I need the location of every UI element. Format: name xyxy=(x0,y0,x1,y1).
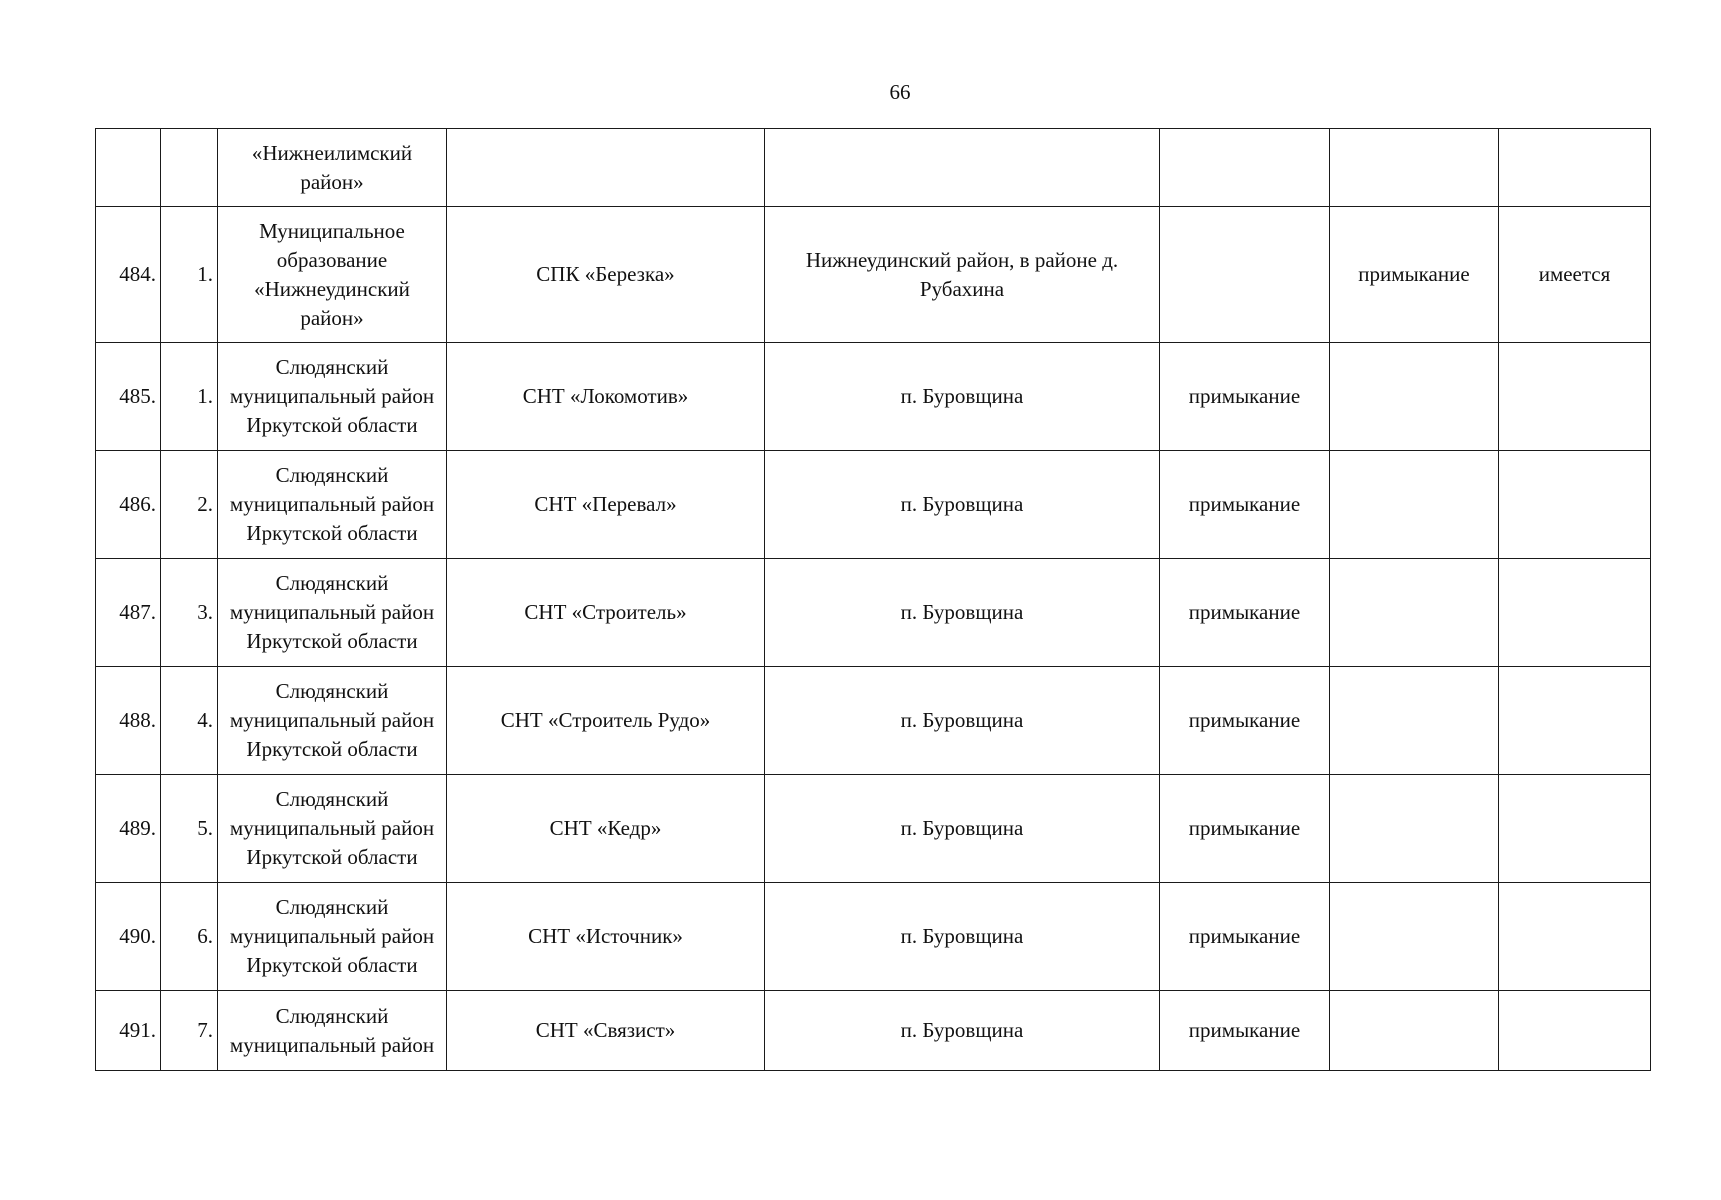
row-number-cell: 491. xyxy=(96,991,161,1071)
location-cell-line: п. Буровщина xyxy=(900,816,1024,840)
row-number-cell: 488. xyxy=(96,667,161,775)
location-cell-line: п. Буровщина xyxy=(900,492,1024,516)
district-cell-line: Иркутской области xyxy=(246,845,418,869)
junction-cell xyxy=(1330,991,1499,1071)
location-cell xyxy=(765,991,1160,1071)
district-cell-line: Слюдянский xyxy=(275,679,389,703)
district-cell-line: Слюдянский xyxy=(275,1003,389,1028)
organization-name-cell: СПК «Березка» xyxy=(447,207,765,343)
district-cell xyxy=(218,129,447,207)
district-cell xyxy=(218,991,447,1071)
district-cell-line: муниципальный район xyxy=(229,492,435,516)
sub-number-cell: 4. xyxy=(161,667,218,775)
registry-table xyxy=(95,128,1651,1071)
district-cell-line: район» xyxy=(300,169,364,194)
district-cell xyxy=(218,451,447,559)
district-cell-line: Слюдянский xyxy=(275,895,389,919)
junction-cell xyxy=(1330,343,1499,451)
location-cell-line: п. Буровщина xyxy=(900,600,1024,624)
table-row xyxy=(96,451,1651,559)
table-body xyxy=(96,129,1651,1071)
location-cell xyxy=(765,451,1160,559)
organization-name-cell: СНТ «Источник» xyxy=(447,883,765,991)
district-cell xyxy=(218,883,447,991)
table-row xyxy=(96,207,1651,343)
sub-number-cell: 1. xyxy=(161,207,218,343)
district-cell-line: Иркутской области xyxy=(246,629,418,653)
sub-number-cell: 2. xyxy=(161,451,218,559)
connection-type-cell: примыкание xyxy=(1160,559,1330,667)
district-cell-line: Иркутской области xyxy=(246,737,418,761)
location-cell-line: Рубахина xyxy=(919,276,1005,301)
junction-cell xyxy=(1330,775,1499,883)
location-cell-line: п. Буровщина xyxy=(900,384,1024,408)
junction-cell xyxy=(1330,129,1499,207)
junction-cell xyxy=(1330,451,1499,559)
organization-name-cell: СНТ «Строитель Рудо» xyxy=(447,667,765,775)
location-cell-line: п. Буровщина xyxy=(900,924,1024,948)
sub-number-cell: 1. xyxy=(161,343,218,451)
organization-name-cell xyxy=(447,129,765,207)
table-row xyxy=(96,343,1651,451)
junction-cell xyxy=(1330,883,1499,991)
connection-type-cell: примыкание xyxy=(1160,451,1330,559)
availability-cell xyxy=(1499,451,1651,559)
connection-type-cell: примыкание xyxy=(1160,775,1330,883)
row-number-cell: 484. xyxy=(96,207,161,343)
location-cell xyxy=(765,667,1160,775)
availability-cell xyxy=(1499,129,1651,207)
district-cell-line: Иркутской области xyxy=(246,521,418,545)
district-cell-line: Слюдянский xyxy=(275,787,389,811)
district-cell xyxy=(218,775,447,883)
location-cell xyxy=(765,883,1160,991)
district-cell-line: муниципальный район xyxy=(229,708,435,732)
row-number-cell xyxy=(96,129,161,207)
district-cell-line: муниципальный район xyxy=(229,1032,435,1057)
organization-name-cell: СНТ «Перевал» xyxy=(447,451,765,559)
district-cell-line: образование xyxy=(276,247,388,272)
table-row xyxy=(96,667,1651,775)
district-cell-line: «Нижнеилимский xyxy=(251,140,413,165)
table-row xyxy=(96,129,1651,207)
organization-name-cell: СНТ «Кедр» xyxy=(447,775,765,883)
availability-cell xyxy=(1499,667,1651,775)
sub-number-cell xyxy=(161,129,218,207)
table-row xyxy=(96,775,1651,883)
availability-cell xyxy=(1499,991,1651,1071)
sub-number-cell: 3. xyxy=(161,559,218,667)
connection-type-cell: примыкание xyxy=(1160,991,1330,1071)
row-number-cell: 489. xyxy=(96,775,161,883)
availability-cell xyxy=(1499,883,1651,991)
district-cell-line: муниципальный район xyxy=(229,600,435,624)
district-cell xyxy=(218,559,447,667)
district-cell-line: муниципальный район xyxy=(229,384,435,408)
availability-cell xyxy=(1499,559,1651,667)
table-row xyxy=(96,883,1651,991)
junction-cell xyxy=(1330,667,1499,775)
district-cell-line: муниципальный район xyxy=(229,924,435,948)
location-cell-line: п. Буровщина xyxy=(900,1018,1024,1042)
district-cell-line: Иркутской области xyxy=(246,413,418,437)
sub-number-cell: 5. xyxy=(161,775,218,883)
district-cell-line: район» xyxy=(300,305,364,330)
organization-name-cell: СНТ «Локомотив» xyxy=(447,343,765,451)
location-cell xyxy=(765,343,1160,451)
location-cell xyxy=(765,207,1160,343)
location-cell xyxy=(765,775,1160,883)
row-number-cell: 490. xyxy=(96,883,161,991)
district-cell-line: Слюдянский xyxy=(275,355,389,379)
district-cell-line: муниципальный район xyxy=(229,816,435,840)
district-cell-line: Муниципальное xyxy=(259,218,405,243)
availability-cell xyxy=(1499,343,1651,451)
district-cell-line: Слюдянский xyxy=(275,571,389,595)
connection-type-cell: примыкание xyxy=(1160,883,1330,991)
connection-type-cell: примыкание xyxy=(1160,343,1330,451)
connection-type-cell xyxy=(1160,207,1330,343)
district-cell-line: Слюдянский xyxy=(275,463,389,487)
availability-cell: имеется xyxy=(1499,207,1651,343)
junction-cell: примыкание xyxy=(1330,207,1499,343)
row-number-cell: 486. xyxy=(96,451,161,559)
district-cell xyxy=(218,343,447,451)
location-cell xyxy=(765,559,1160,667)
location-cell-line: Нижнеудинский район, в районе д. xyxy=(805,247,1119,272)
junction-cell xyxy=(1330,559,1499,667)
page-number: 66 xyxy=(889,80,911,104)
district-cell-line: Иркутской области xyxy=(246,953,418,977)
location-cell xyxy=(765,129,1160,207)
organization-name-cell: СНТ «Строитель» xyxy=(447,559,765,667)
table-row xyxy=(96,991,1651,1071)
sub-number-cell: 7. xyxy=(161,991,218,1071)
district-cell-line: «Нижнеудинский xyxy=(254,276,410,301)
connection-type-cell: примыкание xyxy=(1160,667,1330,775)
district-cell xyxy=(218,207,447,343)
row-number-cell: 485. xyxy=(96,343,161,451)
organization-name-cell: СНТ «Связист» xyxy=(447,991,765,1071)
availability-cell xyxy=(1499,775,1651,883)
table-row xyxy=(96,559,1651,667)
sub-number-cell: 6. xyxy=(161,883,218,991)
district-cell xyxy=(218,667,447,775)
row-number-cell: 487. xyxy=(96,559,161,667)
location-cell-line: п. Буровщина xyxy=(900,708,1024,732)
connection-type-cell xyxy=(1160,129,1330,207)
